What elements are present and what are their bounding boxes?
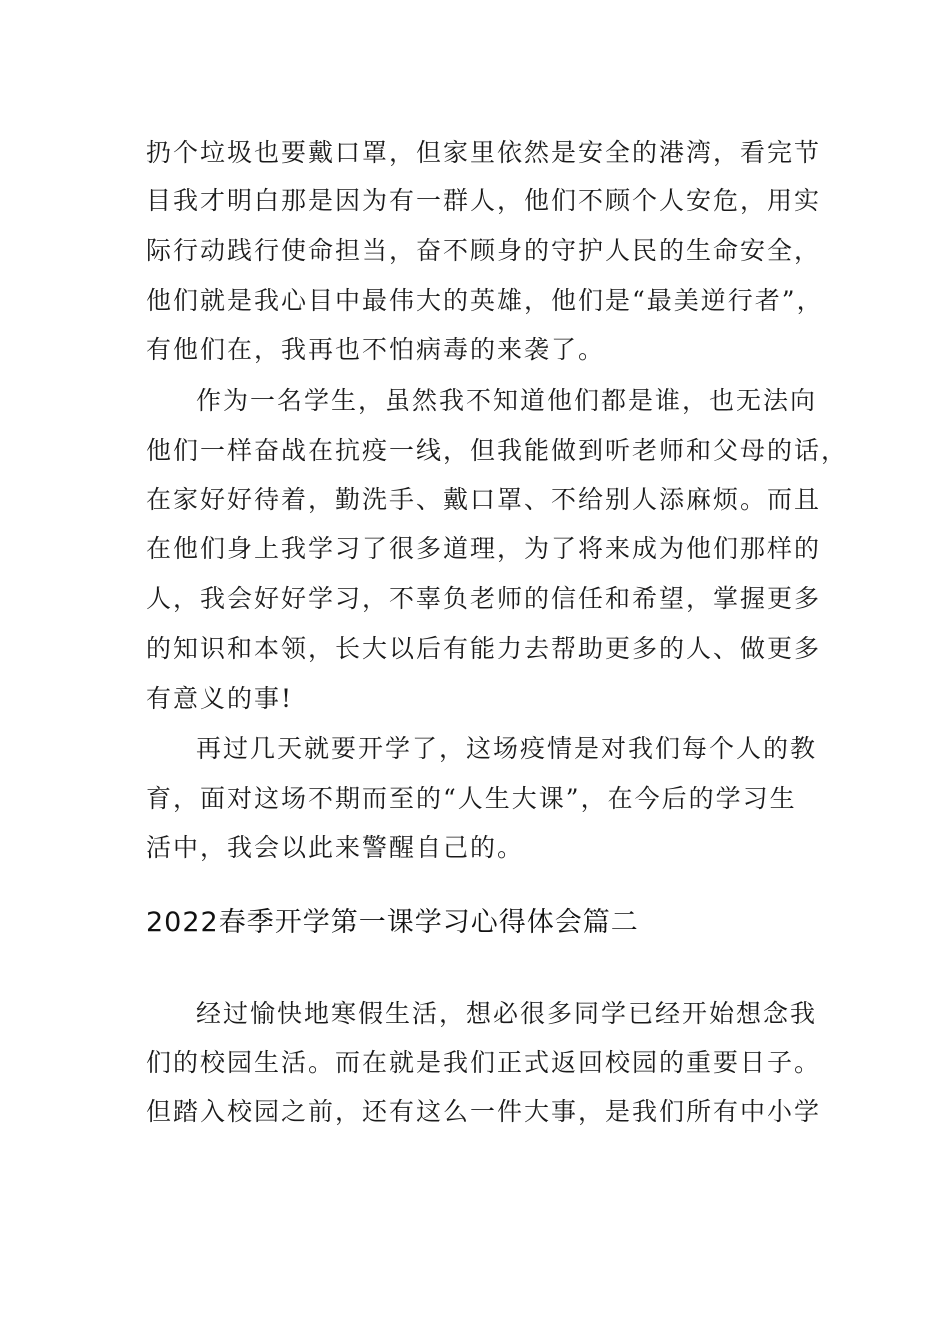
paragraph-1-line-4: 他们就是我心目中最伟大的英雄，他们是“最美逆行者”，	[146, 286, 824, 315]
paragraph-4-line-3: 但踏入校园之前，还有这么一件大事，是我们所有中小学	[146, 1097, 822, 1126]
section-heading: 2022春季开学第一课学习心得体会篇二	[146, 907, 639, 938]
paragraph-1-line-1: 扔个垃圾也要戴口罩，但家里依然是安全的港湾，看完节	[146, 138, 822, 167]
paragraph-4-line-2: 们的校园生活。而在就是我们正式返回校园的重要日子。	[146, 1048, 822, 1077]
paragraph-3-line-3: 活中，我会以此来警醒自己的。	[146, 833, 525, 862]
paragraph-2-line-3: 在家好好待着，勤洗手、戴口罩、不给别人添麻烦。而且	[146, 485, 822, 514]
paragraph-1-line-5: 有他们在，我再也不怕病毒的来袭了。	[146, 335, 606, 364]
paragraph-2-line-2: 他们一样奋战在抗疫一线，但我能做到听老师和父母的话，	[146, 436, 849, 465]
paragraph-2-line-7: 有意义的事!	[146, 684, 294, 713]
paragraph-3-line-1: 再过几天就要开学了，这场疫情是对我们每个人的教	[196, 734, 818, 763]
paragraph-2-line-5: 人，我会好好学习，不辜负老师的信任和希望，掌握更多	[146, 584, 822, 613]
paragraph-1-line-3: 际行动践行使命担当，奋不顾身的守护人民的生命安全，	[146, 236, 822, 265]
paragraph-2-line-6: 的知识和本领，长大以后有能力去帮助更多的人、做更多	[146, 634, 822, 663]
paragraph-2-line-1: 作为一名学生，虽然我不知道他们都是谁，也无法向	[196, 386, 818, 415]
paragraph-4-line-1: 经过愉快地寒假生活，想必很多同学已经开始想念我	[196, 999, 818, 1028]
paragraph-2-line-4: 在他们身上我学习了很多道理，为了将来成为他们那样的	[146, 534, 822, 563]
paragraph-3-line-2: 育，面对这场不期而至的“人生大课”，在今后的学习生	[146, 784, 797, 813]
paragraph-1-line-2: 目我才明白那是因为有一群人，他们不顾个人安危，用实	[146, 186, 822, 215]
